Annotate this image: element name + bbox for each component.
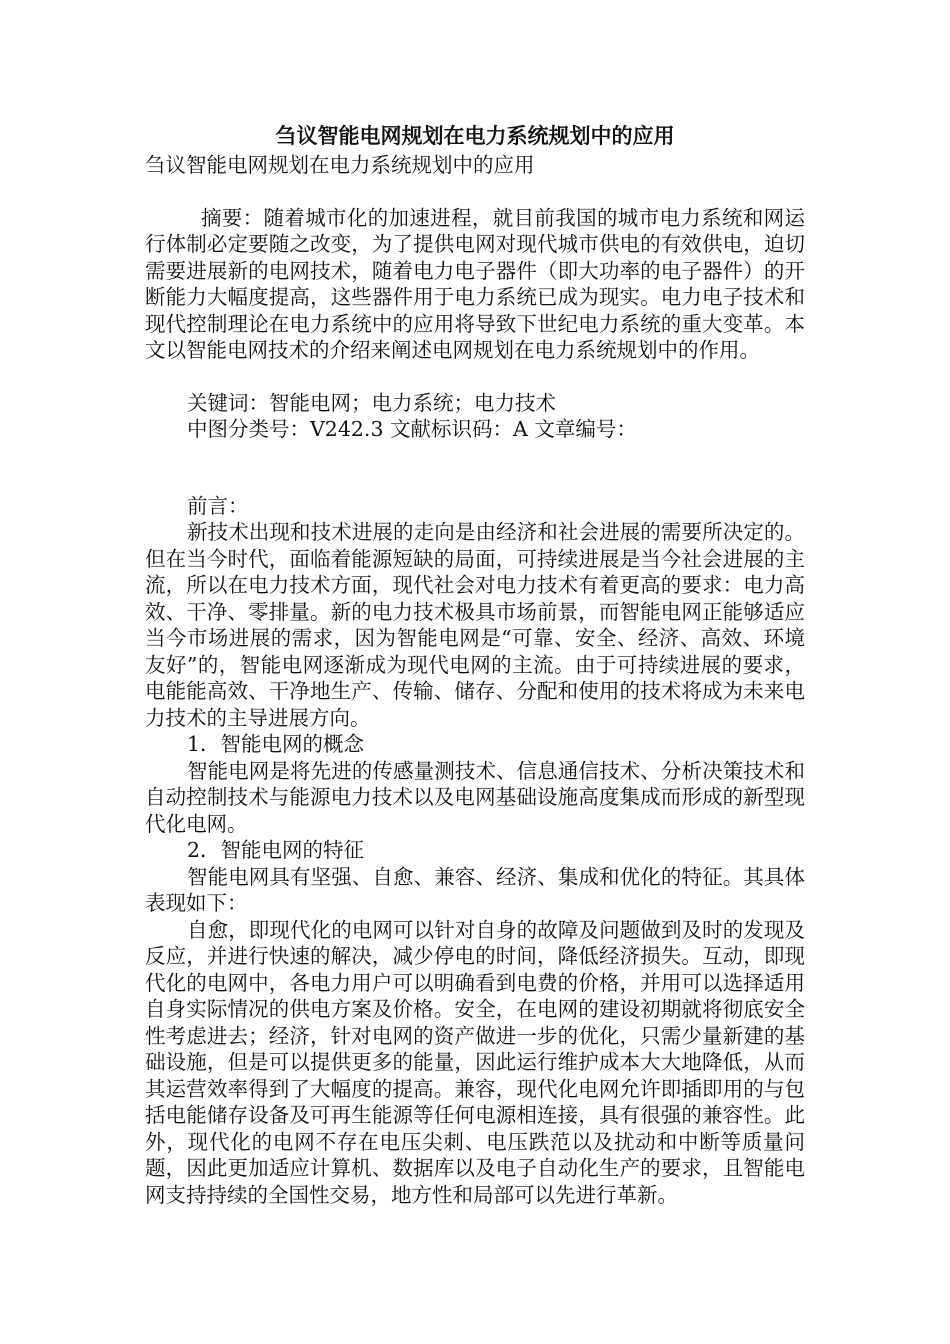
classification-line: 中图分类号：V242.3 文献标识码：A 文章编号： bbox=[187, 417, 637, 441]
spacer bbox=[145, 179, 805, 205]
document-subtitle: 刍议智能电网规划在电力系统规划中的应用 bbox=[145, 153, 535, 177]
keywords-line: 关键词：智能电网；电力系统；电力技术 bbox=[187, 390, 556, 415]
document-body bbox=[145, 152, 805, 1208]
section-2-intro: 智能电网具有坚强、自愈、兼容、经济、集成和优化的特征。其具体表现如下： bbox=[145, 864, 805, 915]
spacer bbox=[145, 443, 805, 493]
section-2-paragraph: 自愈，即现代化的电网可以针对自身的故障及问题做到及时的发现及反应，并进行快速的解决，减少停电的时间，降低经济损失。互动，即现代化的电网中，各电力用户可以明确看到电费的价格，并用可以选择适用自身实际情况的供电方案及价格。安全，在电网的建设初期就将彻底安全性考虑进去；经济，针对电网的资产做进一步的优化，只需少量新建的基础设施，但是可以提供更多的能量，因此运行维护成本大大地降低，从而其运营效率得到了大幅度的提高。兼容，现代化电网允许即插即用的与包括电能储存设备及可再生能源等任何电源相连接，具有很强的兼容性。此外，现代化的电网不存在电压尖刺、电压跌范以及扰动和中断等质量问题，因此更加适应计算机、数据库以及电子自动化生产的要求，且智能电网支持持续的全国性交易，地方性和局部可以先进行革新。 bbox=[145, 917, 805, 1207]
section-1-paragraph: 智能电网是将先进的传感量测技术、信息通信技术、分析决策技术和自动控制技术与能源电力技术以及电网基础设施高度集成而形成的新型现代化电网。 bbox=[145, 758, 805, 836]
abstract-paragraph: 摘要：随着城市化的加速进程，就目前我国的城市电力系统和网运行体制必定要随之改变，为了提供电网对现代城市供电的有效供电，迫切需要进展新的电网技术，随着电力电子器件（即大功率的电子器件）的开断能力大幅度提高，这些器件用于电力系统已成为现实。电力电子技术和现代控制理论在电力系统中的应用将导致下世纪电力系统的重大变革。本文以智能电网技术的介绍来阐述电网规划在电力系统规划中的作用。 bbox=[145, 205, 805, 362]
section-1-heading: 1．智能电网的概念 bbox=[187, 732, 365, 756]
spacer bbox=[145, 364, 805, 390]
document-title: 刍议智能电网规划在电力系统规划中的应用 bbox=[275, 123, 675, 148]
preface-heading: 前言： bbox=[187, 493, 249, 518]
preface-paragraph: 新技术出现和技术进展的走向是由经济和社会进展的需要所决定的。但在当今时代，面临着能源短缺的局面，可持续进展是当今社会进展的主流，所以在电力技术方面，现代社会对电力技术有着更高的要求：电力高效、干净、零排量。新的电力技术极具市场前景，而智能电网正能够适应当今市场进展的需求，因为智能电网是“可靠、安全、经济、高效、环境友好”的，智能电网逐渐成为现代电网的主流。由于可持续进展的要求，电能能高效、干净地生产、传输、储存、分配和使用的技术将成为未来电力技术的主导进展方向。 bbox=[145, 520, 805, 730]
section-2-heading: 2．智能电网的特征 bbox=[187, 838, 365, 862]
